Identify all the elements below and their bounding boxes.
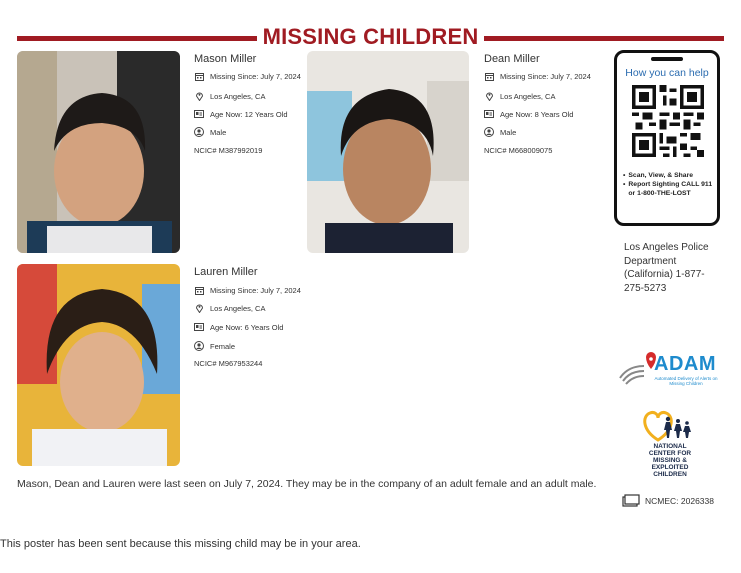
location-row-dean — [484, 90, 555, 102]
location-dean: Los Angeles, CA — [500, 91, 556, 101]
location-row-mason — [194, 90, 265, 102]
person-icon — [194, 127, 204, 137]
case-description: Mason, Dean and Lauren were last seen on July 7, 2024. They may be in the company of an adult female and an adult male. — [17, 478, 597, 490]
help-list-item: • Report Sighting CALL 911 or 1-800-THE-LOST — [623, 181, 713, 197]
missing-since-row-mason — [194, 70, 301, 82]
child-name-lauren: Lauren Miller — [194, 266, 258, 278]
poster-title: MISSING CHILDREN — [262, 24, 479, 49]
missing-since-row-dean — [484, 70, 591, 82]
sex-row-lauren — [194, 340, 235, 352]
qr-code[interactable] — [632, 85, 704, 157]
missing-since-mason: Missing Since: July 7, 2024 — [210, 71, 301, 81]
ncmec-logo-text: NATIONAL CENTER FOR MISSING & EXPLOITED CHILDREN — [648, 443, 692, 478]
case-number: NCMEC: 2026338 — [645, 495, 714, 506]
person-icon — [194, 341, 204, 351]
sex-row-mason — [194, 126, 226, 138]
child-photo-mason — [17, 51, 180, 253]
help-list — [623, 171, 715, 198]
poster-footer-note: This poster has been sent because this missing child may be in your area. — [0, 538, 361, 550]
calendar-icon — [194, 285, 204, 295]
ncic-dean: NCIC# M668009075 — [484, 146, 553, 155]
phone-notch — [651, 57, 683, 61]
calendar-icon — [194, 71, 204, 81]
case-folder-icon — [622, 494, 640, 507]
calendar-icon — [484, 71, 494, 81]
child-name-dean: Dean Miller — [484, 53, 540, 65]
child-name-mason: Mason Miller — [194, 53, 257, 65]
age-mason: Age Now: 12 Years Old — [210, 109, 288, 119]
missing-since-dean: Missing Since: July 7, 2024 — [500, 71, 591, 81]
agency-contact: Los Angeles Police Department (California) 1-877-275-5273 — [624, 242, 709, 294]
id-card-icon — [194, 109, 204, 119]
sex-dean: Male — [500, 127, 517, 137]
location-pin-icon — [194, 91, 204, 101]
adam-logo-subtitle: Automated Delivery of Alerts on Missing Children — [654, 376, 718, 386]
ncic-lauren: NCIC# M967953244 — [194, 359, 263, 368]
age-row-mason — [194, 108, 288, 120]
adam-logo[interactable] — [618, 352, 722, 390]
person-icon — [484, 127, 494, 137]
location-pin-icon — [484, 91, 494, 101]
sex-lauren: Female — [210, 341, 236, 351]
ncmec-logo[interactable] — [640, 408, 700, 478]
location-mason: Los Angeles, CA — [210, 91, 266, 101]
location-pin-icon — [194, 303, 204, 313]
missing-since-row-lauren — [194, 284, 301, 296]
age-row-dean — [484, 108, 573, 120]
age-row-lauren — [194, 321, 283, 333]
adam-logo-name: ADAM — [654, 353, 716, 375]
child-photo-dean — [307, 51, 469, 253]
id-card-icon — [194, 322, 204, 332]
help-list-item: • Scan, View, & Share — [623, 172, 693, 179]
id-card-icon — [484, 109, 494, 119]
ncmec-logo-mark — [640, 408, 700, 442]
sex-row-dean — [484, 126, 516, 138]
location-row-lauren — [194, 302, 265, 314]
how-to-help-title: How you can help — [625, 67, 709, 79]
age-lauren: Age Now: 6 Years Old — [210, 322, 284, 332]
location-lauren: Los Angeles, CA — [210, 303, 266, 313]
ncic-mason: NCIC# M387992019 — [194, 146, 263, 155]
age-dean: Age Now: 8 Years Old — [500, 109, 574, 119]
how-to-help-card — [614, 50, 720, 226]
case-number-row — [622, 494, 714, 507]
sex-mason: Male — [210, 127, 227, 137]
child-photo-lauren — [17, 264, 180, 466]
missing-since-lauren: Missing Since: July 7, 2024 — [210, 285, 301, 295]
